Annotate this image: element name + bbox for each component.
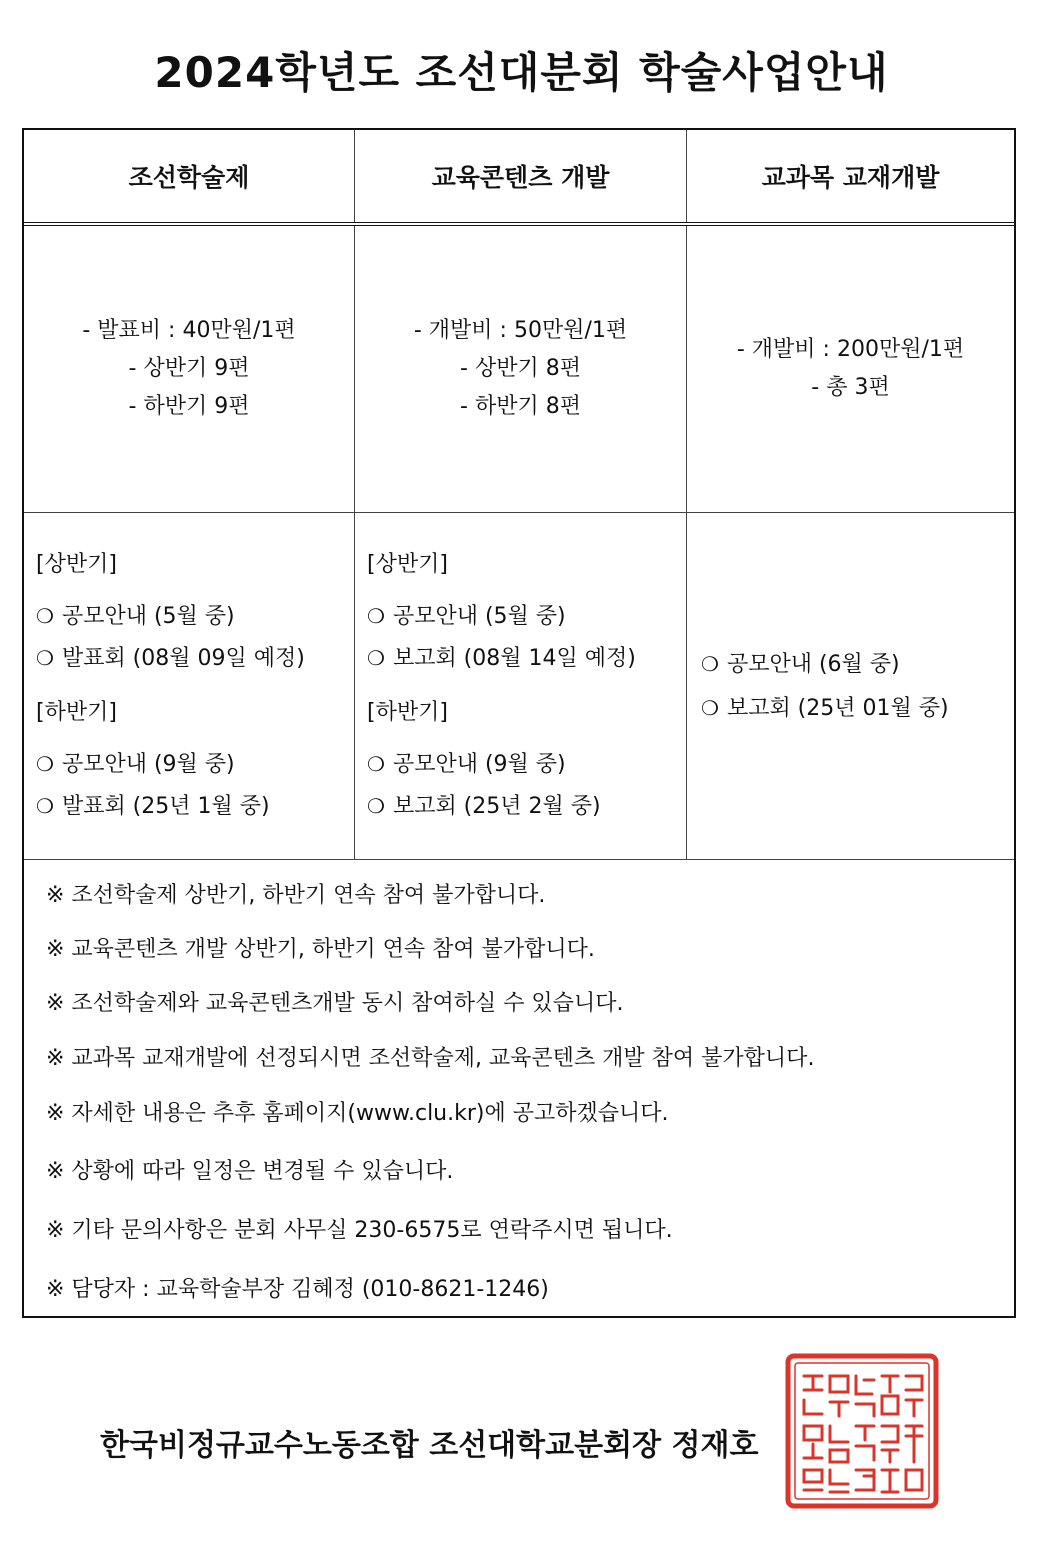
header-academic-festival: 조선학술제 (24, 130, 355, 222)
schedule-item: ❍ 공모안내 (6월 중) (701, 652, 900, 677)
circle-bullet-icon: ❍ (367, 752, 385, 776)
circle-bullet-icon: ❍ (36, 646, 54, 670)
schedule-edu-content (355, 513, 687, 859)
funding-line: - 발표비 : 40만원/1편 (82, 318, 296, 343)
note-item: ※ 자세한 내용은 추후 홈페이지(www.clu.kr)에 공고하겠습니다. (46, 1101, 669, 1126)
second-half-label: [하반기] (36, 700, 117, 725)
official-seal-icon (784, 1352, 940, 1510)
funding-line: - 상반기 8편 (460, 356, 581, 381)
schedule-item: ❍ 보고회 (25년 2월 중) (367, 794, 601, 819)
first-half-label: [상반기] (36, 552, 117, 577)
circle-bullet-icon: ❍ (36, 752, 54, 776)
note-item: ※ 교육콘텐츠 개발 상반기, 하반기 연속 참여 불가합니다. (46, 937, 595, 962)
circle-bullet-icon: ❍ (36, 794, 54, 818)
schedule-item: ❍ 발표회 (25년 1월 중) (36, 794, 270, 819)
circle-bullet-icon: ❍ (36, 604, 54, 628)
funding-line: - 총 3편 (811, 375, 890, 400)
header-textbook-dev: 교과목 교재개발 (761, 163, 940, 192)
note-item: ※ 상황에 따라 일정은 변경될 수 있습니다. (46, 1159, 454, 1184)
note-item: ※ 교과목 교재개발에 선정되시면 조선학술제, 교육콘텐츠 개발 참여 불가합니다. (46, 1046, 815, 1071)
circle-bullet-icon: ❍ (701, 696, 719, 720)
circle-bullet-icon: ❍ (367, 646, 385, 670)
schedule-item: ❍ 발표회 (08월 09일 예정) (36, 646, 305, 671)
header-edu-content: 교육콘텐츠 개발 (355, 130, 687, 222)
schedule-item: ❍ 보고회 (25년 01월 중) (701, 696, 949, 721)
schedule-textbook-dev (687, 513, 1014, 859)
schedule-item: ❍ 공모안내 (9월 중) (367, 752, 566, 777)
signatory: 한국비정규교수노동조합 조선대학교분회장 정재호 (100, 1428, 759, 1463)
note-item: ※ 조선학술제와 교육콘텐츠개발 동시 참여하실 수 있습니다. (46, 991, 624, 1016)
first-half-label: [상반기] (367, 552, 448, 577)
funding-line: - 개발비 : 200만원/1편 (736, 337, 965, 362)
table-header-row (24, 130, 1014, 226)
funding-edu-content (355, 226, 687, 512)
funding-row (24, 226, 1014, 513)
circle-bullet-icon: ❍ (367, 604, 385, 628)
document-title: 2024학년도 조선대분회 학술사업안내 (154, 48, 889, 97)
schedule-item: ❍ 공모안내 (5월 중) (36, 604, 235, 629)
notes-section (24, 860, 1014, 1316)
circle-bullet-icon: ❍ (367, 794, 385, 818)
funding-academic-festival (24, 226, 355, 512)
note-item: ※ 기타 문의사항은 분회 사무실 230-6575로 연락주시면 됩니다. (46, 1218, 673, 1243)
funding-line: - 개발비 : 50만원/1편 (413, 318, 628, 343)
schedule-item: ❍ 공모안내 (9월 중) (36, 752, 235, 777)
schedule-item: ❍ 공모안내 (5월 중) (367, 604, 566, 629)
schedule-item: ❍ 보고회 (08월 14일 예정) (367, 646, 636, 671)
funding-line: - 하반기 8편 (460, 394, 581, 419)
funding-line: - 하반기 9편 (128, 394, 250, 419)
schedule-academic-festival (24, 513, 355, 859)
second-half-label: [하반기] (367, 700, 448, 725)
note-item: ※ 조선학술제 상반기, 하반기 연속 참여 불가합니다. (46, 883, 546, 908)
funding-line: - 상반기 9편 (128, 356, 250, 381)
note-item: ※ 담당자 : 교육학술부장 김혜정 (010-8621-1246) (46, 1277, 549, 1302)
program-table (22, 128, 1016, 1318)
funding-textbook-dev (687, 226, 1014, 512)
circle-bullet-icon: ❍ (701, 652, 719, 676)
schedule-row (24, 513, 1014, 860)
